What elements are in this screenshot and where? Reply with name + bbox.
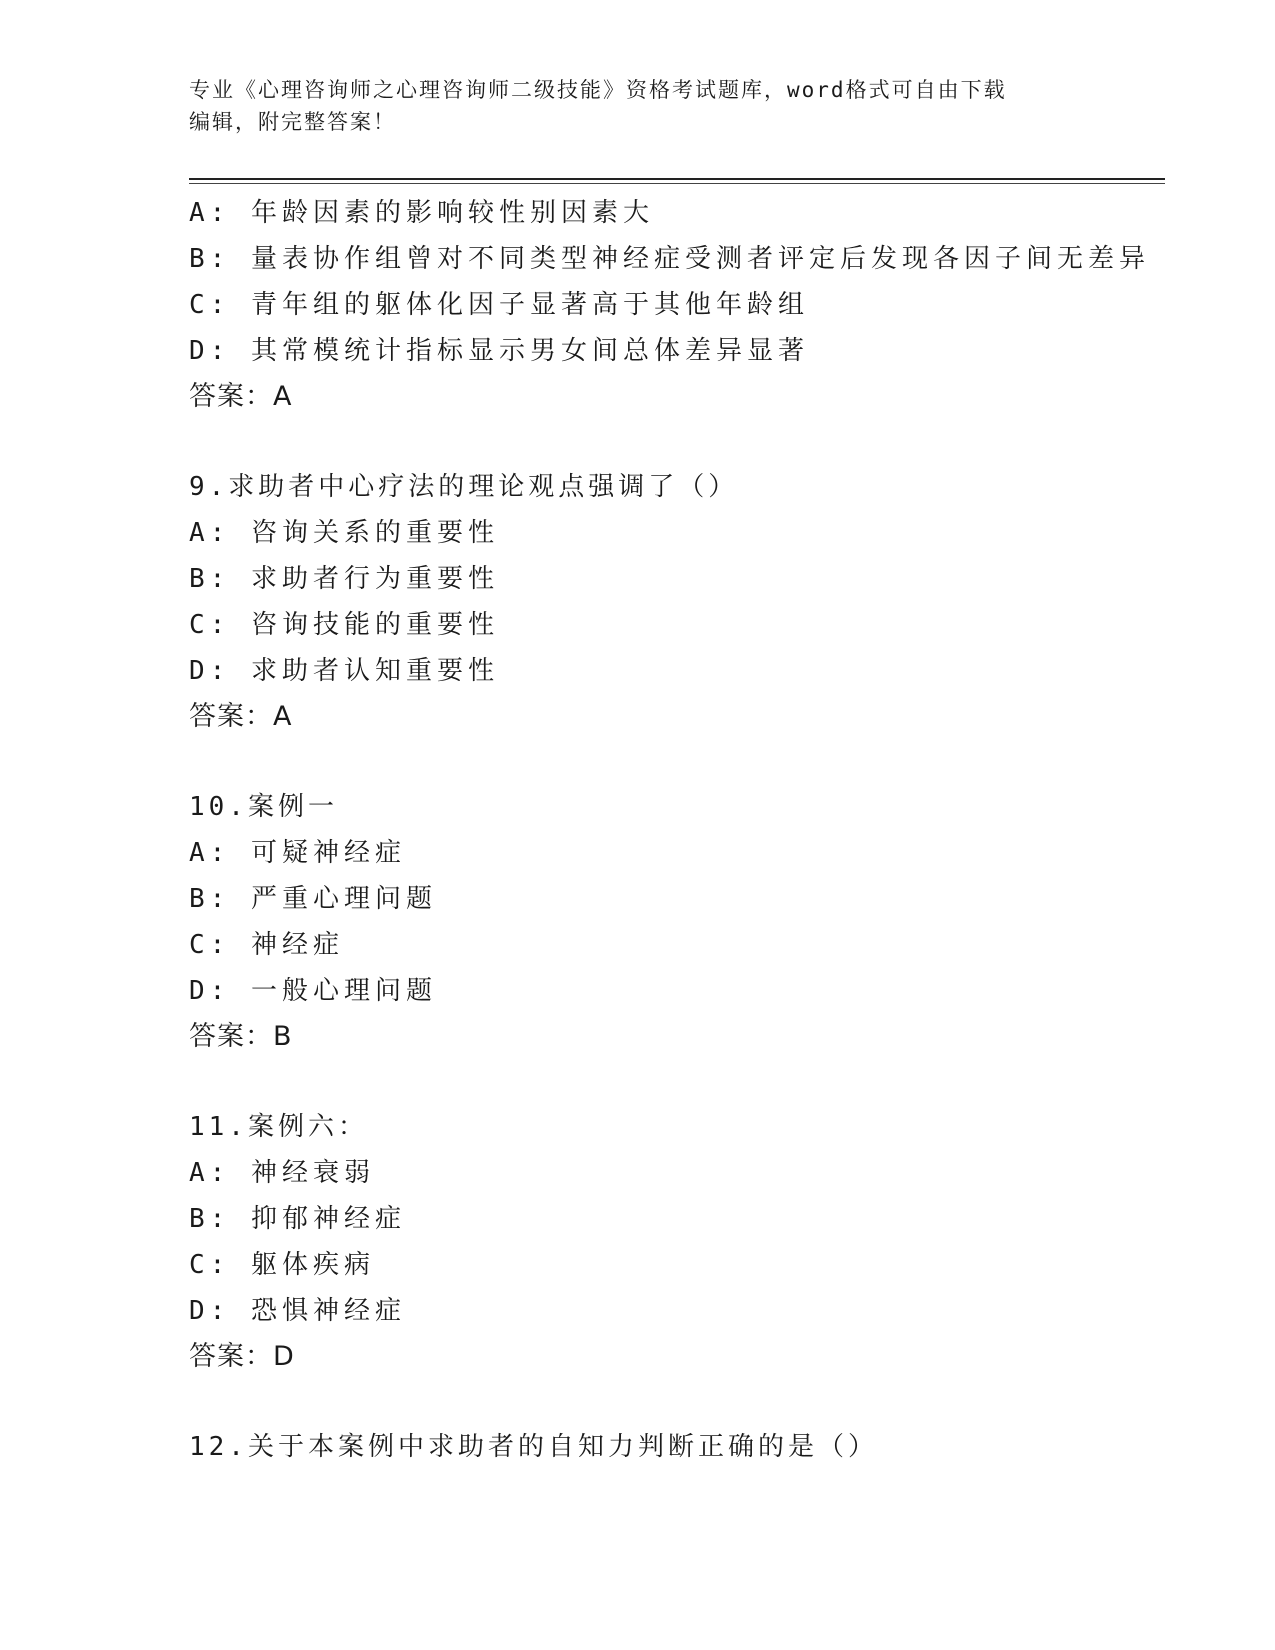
option-a: A: 年龄因素的影响较性别因素大 bbox=[189, 198, 654, 228]
option-b: B: 量表协作组曾对不同类型神经症受测者评定后发现各因子间无差异 bbox=[189, 244, 1150, 274]
option-d: D: 其常模统计指标显示男女间总体差异显著 bbox=[189, 336, 809, 366]
question-12 bbox=[189, 1424, 1169, 1470]
answer-line: 答案：B bbox=[189, 1021, 293, 1052]
header-divider-thick bbox=[189, 178, 1165, 180]
question-8 bbox=[189, 190, 1169, 420]
question-9 bbox=[189, 464, 1169, 740]
option-a: A: 神经衰弱 bbox=[189, 1158, 375, 1188]
header-line-1: 专业《心理咨询师之心理咨询师二级技能》资格考试题库，word格式可自由下载 bbox=[189, 78, 1007, 102]
option-c: C: 躯体疾病 bbox=[189, 1250, 375, 1280]
spacer bbox=[189, 740, 1169, 784]
option-b: B: 抑郁神经症 bbox=[189, 1204, 406, 1234]
spacer bbox=[189, 1060, 1169, 1104]
header-line-2: 编辑，附完整答案！ bbox=[189, 110, 396, 134]
question-10 bbox=[189, 784, 1169, 1060]
document-header bbox=[189, 74, 1089, 138]
header-divider-thin bbox=[189, 183, 1165, 184]
question-list bbox=[189, 190, 1169, 1470]
option-a: A: 咨询关系的重要性 bbox=[189, 518, 499, 548]
answer-line: 答案：D bbox=[189, 1341, 295, 1372]
option-a: A: 可疑神经症 bbox=[189, 838, 406, 868]
option-c: C: 青年组的躯体化因子显著高于其他年龄组 bbox=[189, 290, 809, 320]
option-c: C: 神经症 bbox=[189, 930, 344, 960]
question-title: 10.案例一 bbox=[189, 792, 338, 822]
spacer bbox=[189, 420, 1169, 464]
question-title: 11.案例六： bbox=[189, 1112, 368, 1142]
option-c: C: 咨询技能的重要性 bbox=[189, 610, 499, 640]
option-d: D: 求助者认知重要性 bbox=[189, 656, 499, 686]
option-b: B: 求助者行为重要性 bbox=[189, 564, 499, 594]
question-11 bbox=[189, 1104, 1169, 1380]
question-title: 12.关于本案例中求助者的自知力判断正确的是（） bbox=[189, 1432, 878, 1462]
option-d: D: 恐惧神经症 bbox=[189, 1296, 406, 1326]
answer-line: 答案：A bbox=[189, 381, 293, 412]
answer-line: 答案：A bbox=[189, 701, 293, 732]
option-b: B: 严重心理问题 bbox=[189, 884, 437, 914]
question-title: 9.求助者中心疗法的理论观点强调了（） bbox=[189, 472, 739, 502]
spacer bbox=[189, 1380, 1169, 1424]
option-d: D: 一般心理问题 bbox=[189, 976, 437, 1006]
